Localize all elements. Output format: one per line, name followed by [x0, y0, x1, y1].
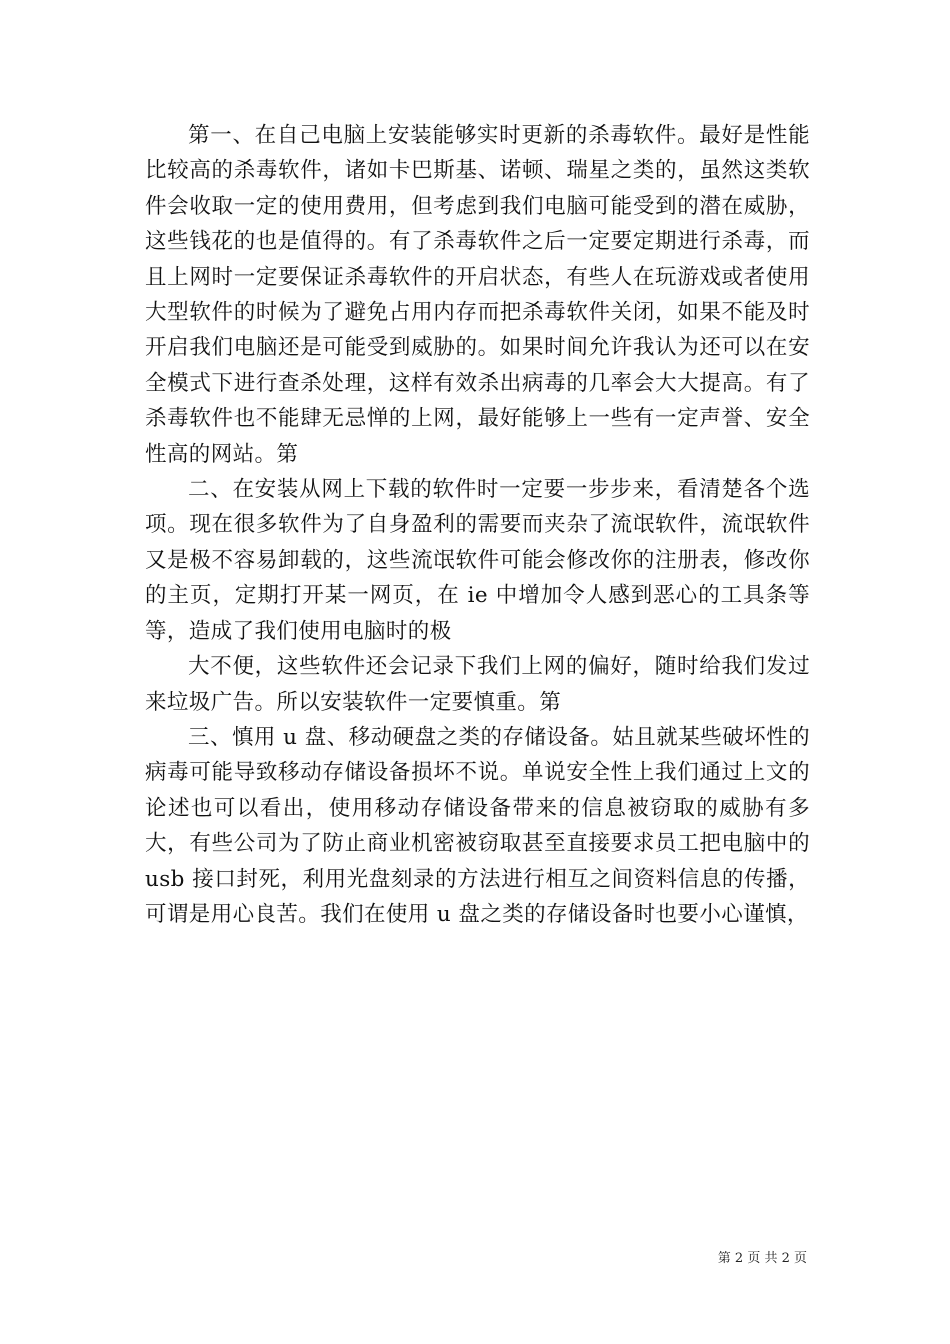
paragraph-4: 三、慎用 u 盘、移动硬盘之类的存储设备。姑且就某些破坏性的病毒可能导致移动存储设备损坏不说。单说安全性上我们通过上文的论述也可以看出，使用移动存储设备带来的信息被窃取的威胁有多大，有些公司为了防止商业机密被窃取甚至直接要求员工把电脑中的 usb 接口封死，利用光盘刻录的方法进行相互之间资料信息的传播，可谓是用心良苦。我们在使用 u 盘之类的存储设备时也要小心谨慎，	[145, 724, 810, 927]
paragraph-3: 大不便，这些软件还会记录下我们上网的偏好，随时给我们发过来垃圾广告。所以安装软件一定要慎重。第	[145, 654, 810, 715]
document-body	[145, 118, 810, 932]
paragraph-2: 二、在安装从网上下载的软件时一定要一步步来，看清楚各个选项。现在很多软件为了自身盈利的需要而夹杂了流氓软件，流氓软件又是极不容易卸载的，这些流氓软件可能会修改你的注册表，修改你的主页，定期打开某一网页，在 ie 中增加令人感到恶心的工具条等等，造成了我们使用电脑时的极	[145, 477, 810, 644]
page-number-footer: 第 2 页 共 2 页	[717, 1251, 807, 1266]
paragraph-1: 第一、在自己电脑上安装能够实时更新的杀毒软件。最好是性能比较高的杀毒软件，诸如卡巴斯基、诺顿、瑞星之类的，虽然这类软件会收取一定的使用费用，但考虑到我们电脑可能受到的潜在威胁，这些钱花的也是值得的。有了杀毒软件之后一定要定期进行杀毒，而且上网时一定要保证杀毒软件的开启状态，有些人在玩游戏或者使用大型软件的时候为了避免占用内存而把杀毒软件关闭，如果不能及时开启我们电脑还是可能受到威胁的。如果时间允许我认为还可以在安全模式下进行查杀处理，这样有效杀出病毒的几率会大大提高。有了杀毒软件也不能肆无忌惮的上网，最好能够上一些有一定声誉、安全性高的网站。第	[145, 123, 810, 467]
